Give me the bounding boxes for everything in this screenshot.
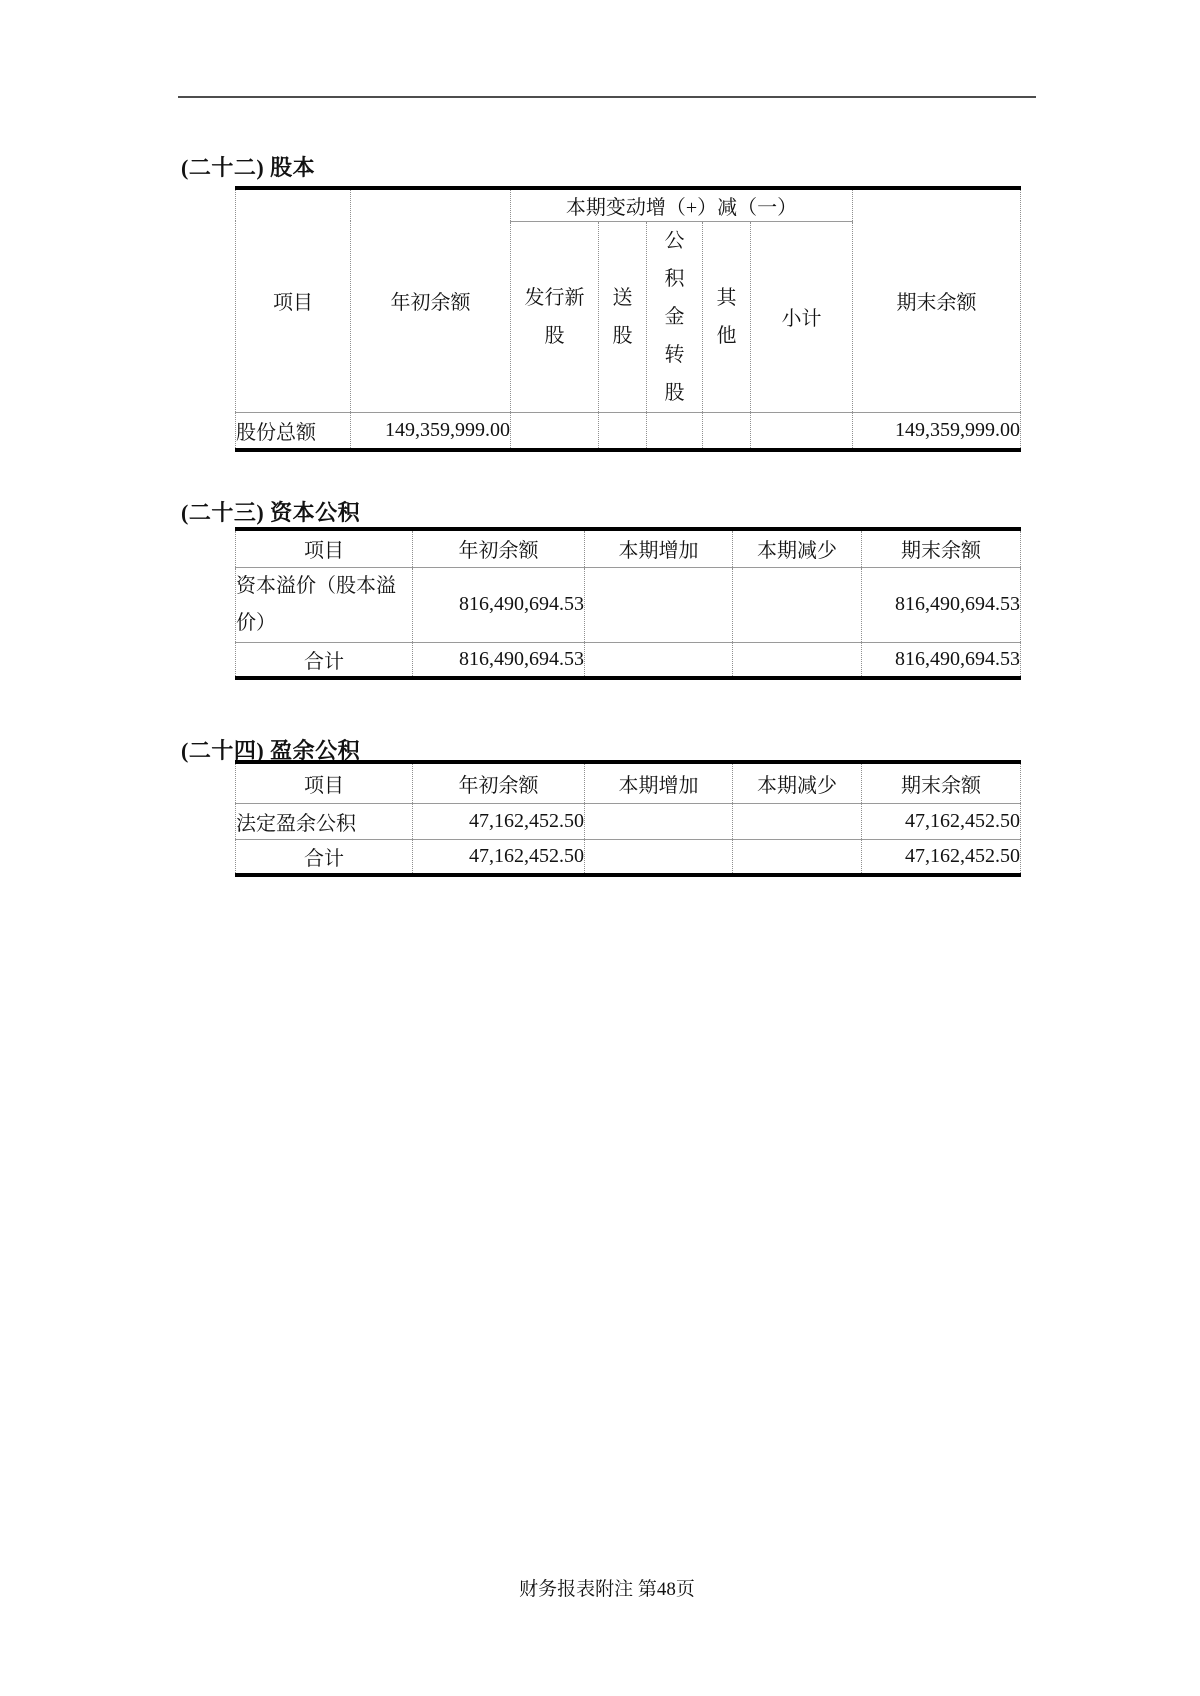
col-header-beginning-balance: 年初余额 — [413, 529, 585, 567]
empty-cell — [585, 803, 733, 839]
item-cell-total: 合计 — [236, 642, 413, 678]
capital-reserve-table — [235, 527, 1021, 680]
empty-cell — [733, 642, 862, 678]
col-header-other-label: 其他 — [716, 286, 737, 347]
page-footer: 财务报表附注 第48页 — [519, 1579, 695, 1600]
empty-cell — [647, 412, 703, 450]
section-title-share-capital: (二十二) 股本 — [181, 155, 316, 180]
col-header-item: 项目 — [236, 188, 351, 412]
col-header-change-group: 本期变动增（+）减（一） — [511, 188, 853, 221]
empty-cell — [585, 839, 733, 875]
col-header-new-shares-issued — [511, 221, 599, 412]
value-cell-beginning-balance: 816,490,694.53 — [413, 567, 585, 642]
col-header-ending-balance: 期末余额 — [862, 529, 1021, 567]
value-cell-ending-balance: 47,162,452.50 — [862, 803, 1021, 839]
value-cell-beginning-balance: 149,359,999.00 — [351, 412, 511, 450]
table-row — [236, 642, 1021, 678]
col-header-item: 项目 — [236, 762, 413, 803]
col-header-bonus-shares-label: 送股 — [612, 286, 633, 347]
value-cell-beginning-balance: 816,490,694.53 — [413, 642, 585, 678]
share-capital-table — [235, 186, 1021, 452]
empty-cell — [751, 412, 853, 450]
empty-cell — [585, 642, 733, 678]
value-cell-ending-balance: 816,490,694.53 — [862, 567, 1021, 642]
col-header-subtotal: 小计 — [751, 221, 853, 412]
value-cell-beginning-balance: 47,162,452.50 — [413, 803, 585, 839]
section-title-capital-reserve: (二十三) 资本公积 — [181, 500, 361, 525]
surplus-reserve-table — [235, 760, 1021, 877]
empty-cell — [733, 803, 862, 839]
item-cell-total: 合计 — [236, 839, 413, 875]
table-row — [236, 567, 1021, 642]
section-title-surplus-reserve: (二十四) 盈余公积 — [181, 738, 361, 763]
col-header-reserve-to-shares — [647, 221, 703, 412]
table-row — [236, 803, 1021, 839]
table-row — [236, 412, 1021, 450]
empty-cell — [511, 412, 599, 450]
page-header-rule — [178, 96, 1036, 98]
col-header-current-increase: 本期增加 — [585, 762, 733, 803]
col-header-new-shares-issued-label: 发行新股 — [524, 286, 585, 347]
col-header-reserve-to-shares-label: 公积金转股 — [664, 229, 685, 404]
item-cell-statutory-surplus-reserve: 法定盈余公积 — [236, 803, 413, 839]
col-header-current-decrease: 本期减少 — [733, 762, 862, 803]
value-cell-ending-balance: 47,162,452.50 — [862, 839, 1021, 875]
col-header-current-decrease: 本期减少 — [733, 529, 862, 567]
col-header-beginning-balance: 年初余额 — [413, 762, 585, 803]
value-cell-ending-balance: 149,359,999.00 — [853, 412, 1021, 450]
col-header-current-increase: 本期增加 — [585, 529, 733, 567]
col-header-bonus-shares — [599, 221, 647, 412]
table-row — [236, 839, 1021, 875]
col-header-beginning-balance: 年初余额 — [351, 188, 511, 412]
col-header-ending-balance: 期末余额 — [862, 762, 1021, 803]
col-header-other — [703, 221, 751, 412]
col-header-ending-balance: 期末余额 — [853, 188, 1021, 412]
item-cell-share-premium: 资本溢价（股本溢价） — [236, 567, 413, 642]
empty-cell — [733, 567, 862, 642]
value-cell-beginning-balance: 47,162,452.50 — [413, 839, 585, 875]
empty-cell — [599, 412, 647, 450]
item-cell-total-shares: 股份总额 — [236, 412, 351, 450]
empty-cell — [733, 839, 862, 875]
empty-cell — [703, 412, 751, 450]
empty-cell — [585, 567, 733, 642]
col-header-item: 项目 — [236, 529, 413, 567]
value-cell-ending-balance: 816,490,694.53 — [862, 642, 1021, 678]
